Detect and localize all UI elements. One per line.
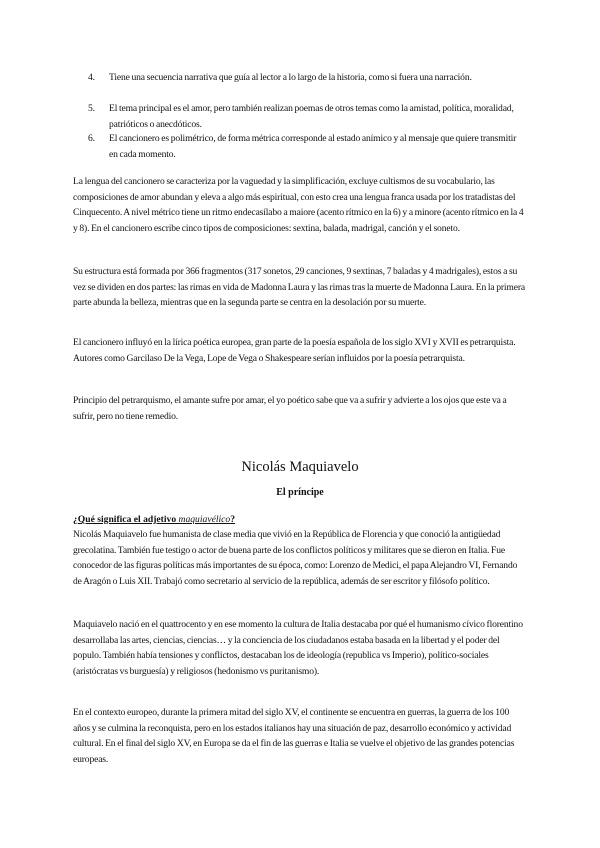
paragraph-estructura: Su estructura está formada por 366 fragmentos (317 sonetos, 29 canciones, 9 sextinas, 7 baladas y 4 madrigales), estos a su vez se dividen en dos partes: las rimas en vida de Madonna Laura y las rimas tras la muerte de Madonna Laura. En la primera parte abunda la belleza, mientras que en la segunda parte se centra en la desolación por su muerte. [73,266,525,308]
paragraph-biografia: Nicolás Maquiavelo fue humanista de clase media que vivió en la República de Florencia y que conoció la antigüedad grecolatina. También fue testigo o actor de buena parte de los conflictos políticos y militares que se dieron en Italia. Fue conocedor de las figuras políticas más importantes de su época, como: Lorenzo de Medici, el papa Alejandro VI, Fernando de Aragón o Luis XII. Trabajó como secretario al servicio de la república, además de ser escritor y filósofo político. [73,529,518,587]
paragraph-principio: Principio del petrarquismo, el amante sufre por amar, el yo poético sabe que va a sufrir y advierte a los ojos que este va a sufrir, pero no tiene remedio. [73,395,507,422]
paragraph-lengua: La lengua del cancionero se caracteriza por la vaguedad y la simplificación, excluye cultismos de su vocabulario, las composiciones de amor abundan y eleva a algo más espiritual, con esto crea una lengua franca usada por los tratadistas del Cinquecento. A nivel métrico tiene un ritmo endecasílabo a maiore (acento rítmico en la 6) y a minore (acento rítmico en la 4 y 8). En el cancionero escribe cinco tipos de composiciones: sextina, balada, madrigal, canción y el soneto. [73,176,524,234]
list-item [88,101,526,132]
question-prefix: ¿Qué significa el adjetivo [73,514,179,525]
list-number: 4. [88,72,95,83]
paragraph-quattrocento: Maquiavelo nació en el quattrocento y en ese momento la cultura de Italia destacaba por qué el humanismo cívico florentino desarrollaba las artes, ciencias, ciencias… y la conciencia de los ciudadanos estaba basada en la libertad y el poder del populo. También había tensiones y conflictos, destacaban los de ideología (republica vs Imperio), político-sociales (aristócratas vs burguesía) y religiosos (hedonismo vs puritanismo). [73,619,523,677]
list-number: 5. [88,103,95,114]
question-heading [73,512,526,528]
list-text: El cancionero es polimétrico, de forma métrica corresponde al estado anímico y al mensaje que quiere transmitir en cada momento. [109,133,517,160]
question-term: maquiavélico [178,514,231,525]
paragraph-contexto: En el contexto europeo, durante la primera mitad del siglo XV, el continente se encuentra en guerras, la guerra de los 100 años y se culmina la reconquista, pero en los estados italianos hay una situación de paz, desarrollo económico y actividad cultural. En el final del siglo XV, en Europa se da el fin de las guerras e Italia se vuelve el objetivo de las grandes potencias europeas. [73,707,515,765]
list-text: El tema principal es el amor, pero también realizan poemas de otros temas como la amistad, política, moralidad, patrióticos o anecdóticos. [109,103,514,130]
list-item [88,131,526,162]
list-text: Tiene una secuencia narrativa que guía al lector a lo largo de la historia, como si fuera una narración. [109,72,472,83]
section-subtitle: El príncipe [276,487,324,498]
list-item [88,70,526,86]
paragraph-influencia: El cancionero influyó en la lírica poética europea, gran parte de la poesía española de los siglo XVI y XVII es petrarquista. Autores como Garcilaso De la Vega, Lope de Vega o Shakespeare serían influidos por la poesía petrarquista. [73,337,516,364]
question-suffix: ? [230,514,236,525]
list-number: 6. [88,133,95,144]
section-title: Nicolás Maquiavelo [241,459,359,475]
